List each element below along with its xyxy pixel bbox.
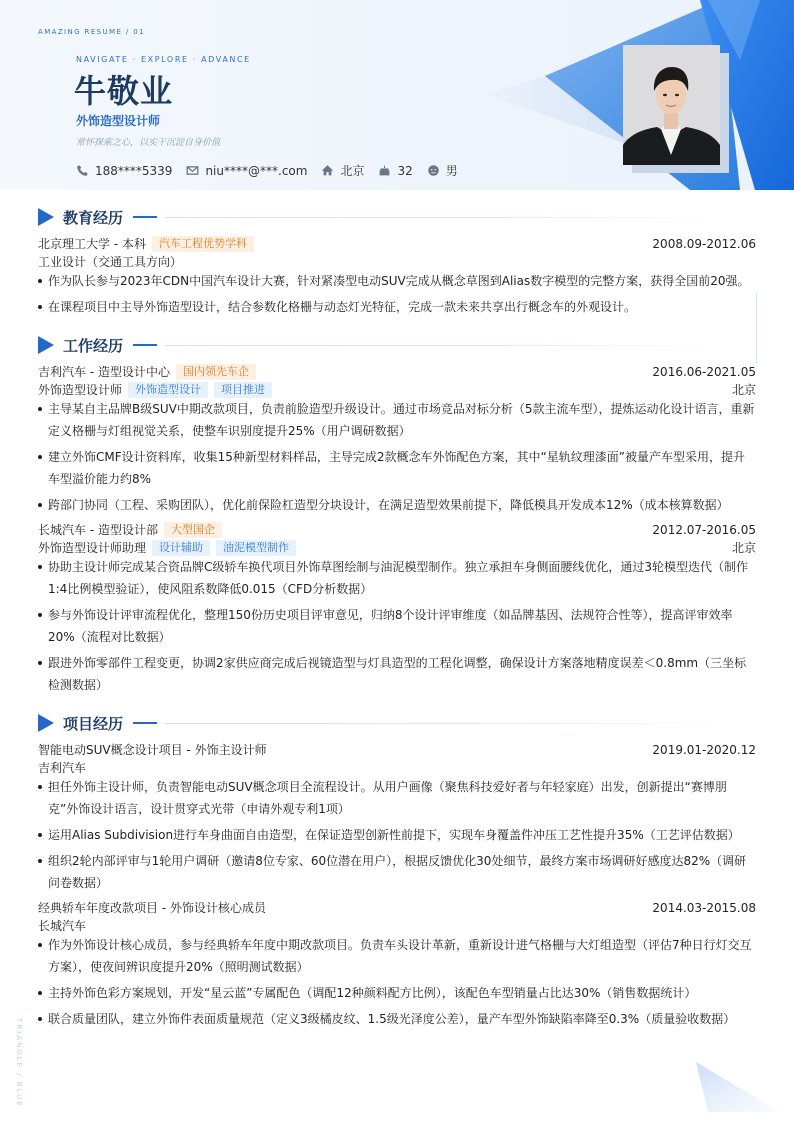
work-bullet: 协助主设计师完成某合资品牌C级轿车换代项目外饰草图绘制与油泥模型制作。独立承担车身侧面腰线优化，通过3轮模型迭代（制作1:4比例模型验证），使风阻系数降低0.015（CFD分析数据） [38,556,756,600]
education-bullet: 在课程项目中主导外饰造型设计，结合参数化格栅与动态灯光特征，完成一款未来共享出行概念车的外观设计。 [38,296,756,318]
work-location: 北京 [731,541,756,555]
project-org: 长城汽车 [38,919,87,933]
user-icon [427,164,440,177]
project-title-row [38,741,756,758]
section-title-text: 项目经历 [63,714,124,733]
resume-motto: NAVIGATE · EXPLORE · ADVANCE [76,55,251,64]
section-title-work [38,335,725,355]
candidate-slogan: 常怀探索之心，以实干沉淀自身价值 [76,138,221,148]
project-title-row [38,899,756,916]
project-bullet: 作为外饰设计核心成员，参与经典轿车年度中期改款项目。负责车头设计革新，重新设计进气格栅与大灯组造型（评估7种日行灯交互方案），使夜间辨识度提升20%（照明测试数据） [38,934,756,978]
project-period: 2019.01-2020.12 [652,742,756,757]
education-period: 2008.09-2012.06 [652,236,756,251]
home-icon [321,164,334,177]
work-bullet: 主导某自主品牌B级SUV中期改款项目，负责前脸造型升级设计。通过市场竞品对标分析（5款主流车型），提炼运动化设计语言，重新定义格栅与灯组视觉关系，使整车识别度提升25%（用户调研数据） [38,398,756,442]
portrait-illustration [623,45,720,165]
contact-email [186,164,307,178]
work-position-row [38,381,756,398]
education-tag: 汽车工程优势学科 [152,236,254,252]
work-position: 外饰造型设计师 [38,383,123,397]
contact-city [321,162,364,179]
contact-age-text: 32 [397,163,413,178]
education-bullet: 作为队长参与2023年CDN中国汽车设计大赛，针对紧凑型电动SUV完成从概念草图到Alias数字模型的完整方案，获得全国前20强。 [38,270,756,292]
contact-phone-text: 188****5339 [95,163,173,178]
work-company-tag: 国内领先车企 [176,364,256,380]
resume-tagline: AMAZING RESUME / 01 [38,28,145,36]
work-company: 吉利汽车 - 造型设计中心 [38,365,170,379]
project-bullet: 运用Alias Subdivision进行车身曲面自由造型，在保证造型创新性前提下，实现车身覆盖件冲压工艺性提升35%（工艺评估数据） [38,824,756,846]
education-school: 北京理工大学 - 本科 [38,237,146,251]
right-divider-line [756,293,757,363]
work-period: 2012.07-2016.05 [652,522,756,537]
resume-header [0,0,794,190]
side-label: TRIANGLE / BLUE [15,1018,23,1108]
section-divider [165,217,725,218]
phone-icon [76,164,89,177]
section-title-education [38,207,725,227]
project-period: 2014.03-2015.08 [652,900,756,915]
section-title-text: 工作经历 [63,336,124,355]
mail-icon [186,164,199,177]
project-name: 经典轿车年度改款项目 - 外饰设计核心成员 [38,901,266,915]
contact-email-text: niu****@***.com [205,163,308,178]
work-position-row [38,539,756,556]
section-divider [165,723,725,724]
education-major: 工业设计（交通工具方向） [38,255,183,269]
candidate-role: 外饰造型设计师 [76,114,161,128]
section-accent-line [133,216,157,218]
work-period: 2016.06-2021.05 [652,364,756,379]
contact-gender [427,162,458,179]
project-bullet: 联合质量团队，建立外饰件表面质量规范（定义3级橘皮纹、1.5级光泽度公差），量产车型外饰缺陷率降至0.3%（质量验收数据） [38,1008,756,1030]
work-company-row [38,521,756,538]
work-position: 外饰造型设计师助理 [38,541,147,555]
work-skill-tag: 外饰造型设计 [128,382,208,398]
section-title-projects [38,713,725,733]
project-bullet: 担任外饰主设计师，负责智能电动SUV概念项目全流程设计。从用户画像（聚焦科技爱好者与年轻家庭）出发，创新提出“赛博朋克”外饰设计语言，设计贯穿式光带（申请外观专利1项） [38,776,756,820]
project-name: 智能电动SUV概念设计项目 - 外饰主设计师 [38,743,267,757]
education-school-row [38,235,756,252]
section-accent-line [133,344,157,346]
work-company: 长城汽车 - 造型设计部 [38,523,158,537]
section-divider [165,345,725,346]
work-skill-tag: 油泥模型制作 [216,540,296,556]
work-skill-tag: 设计辅助 [152,540,210,556]
section-triangle-icon [38,336,54,354]
project-org-row [38,917,756,934]
contact-age [378,164,412,178]
work-skill-tag: 项目推进 [214,382,272,398]
cake-icon [378,164,391,177]
project-bullet: 组织2轮内部评审与1轮用户调研（邀请8位专家、60位潜在用户），根据反馈优化30处细节，最终方案市场调研好感度达82%（调研问卷数据） [38,850,756,894]
work-bullet: 跨部门协同（工程、采购团队），优化前保险杠造型分块设计，在满足造型效果前提下，降低模具开发成本12%（成本核算数据） [38,494,756,516]
work-company-tag: 大型国企 [164,522,222,538]
project-org: 吉利汽车 [38,761,87,775]
portrait-photo [623,45,720,165]
work-bullet: 跟进外饰零部件工程变更，协调2家供应商完成后视镜造型与灯具造型的工程化调整，确保设计方案落地精度误差＜0.8mm（三坐标检测数据） [38,652,756,696]
work-location: 北京 [731,383,756,397]
work-company-row [38,363,756,380]
contact-gender-text: 男 [445,164,458,178]
contact-city-text: 北京 [340,164,365,178]
section-triangle-icon [38,208,54,226]
work-bullet: 建立外饰CMF设计资料库，收集15种新型材料样品，主导完成2款概念车外饰配色方案，其中“星轨纹理漆面”被量产车型采用，提升车型溢价能力约8% [38,446,756,490]
project-bullet: 主持外饰色彩方案规划，开发“星云蓝”专属配色（调配12种颜料配方比例），该配色车型销量占比达30%（销售数据统计） [38,982,756,1004]
footer-triangle-decoration [690,1060,794,1123]
section-triangle-icon [38,714,54,732]
contact-phone [76,164,172,178]
section-accent-line [133,722,157,724]
work-bullet: 参与外饰设计评审流程优化，整理150份历史项目评审意见，归纳8个设计评审维度（如品牌基因、法规符合性等），提高评审效率20%（流程对比数据） [38,604,756,648]
project-org-row [38,759,756,776]
education-major-row [38,253,756,270]
section-title-text: 教育经历 [63,208,124,227]
candidate-name: 牛敬业 [74,72,174,110]
contact-list [76,162,472,179]
